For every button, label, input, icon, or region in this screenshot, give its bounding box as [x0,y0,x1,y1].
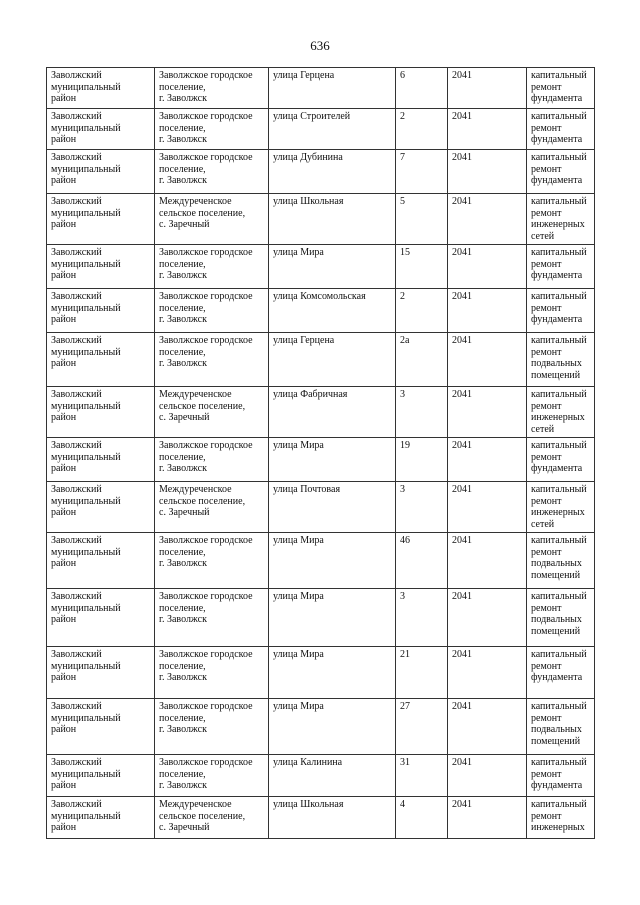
table-row [47,482,595,533]
cell-house: 15 [396,245,448,289]
cell-street: улица Мира [269,245,396,289]
cell-year: 2041 [448,533,527,589]
cell-work: капитальный ремонт фундамента [527,755,595,797]
cell-house: 3 [396,387,448,438]
cell-settlement: Заволжское городское поселение, г. Заволжск [155,289,269,333]
table-row [47,194,595,245]
cell-house: 31 [396,755,448,797]
cell-district: Заволжский муниципальный район [47,755,155,797]
cell-street: улица Школьная [269,797,396,839]
cell-settlement: Заволжское городское поселение, г. Заволжск [155,589,269,647]
cell-settlement: Междуреченское сельское поселение, с. Заречный [155,194,269,245]
table-row [47,387,595,438]
table-row [47,797,595,839]
table-row [47,438,595,482]
cell-street: улица Дубинина [269,150,396,194]
cell-year: 2041 [448,150,527,194]
cell-settlement: Заволжское городское поселение, г. Заволжск [155,647,269,699]
cell-year: 2041 [448,68,527,109]
cell-house: 7 [396,150,448,194]
table-row [47,533,595,589]
cell-year: 2041 [448,438,527,482]
cell-street: улица Школьная [269,194,396,245]
cell-work: капитальный ремонт фундамента [527,68,595,109]
cell-work: капитальный ремонт фундамента [527,438,595,482]
cell-work: капитальный ремонт подвальных помещений [527,533,595,589]
table-row [47,755,595,797]
cell-work: капитальный ремонт фундамента [527,289,595,333]
cell-district: Заволжский муниципальный район [47,589,155,647]
cell-work: капитальный ремонт инженерных сетей [527,194,595,245]
cell-house: 2 [396,109,448,150]
cell-street: улица Герцена [269,333,396,387]
cell-work: капитальный ремонт инженерных сетей [527,387,595,438]
table-row [47,245,595,289]
table-row [47,699,595,755]
cell-settlement: Заволжское городское поселение, г. Заволжск [155,333,269,387]
cell-district: Заволжский муниципальный район [47,68,155,109]
cell-street: улица Комсомольская [269,289,396,333]
cell-house: 27 [396,699,448,755]
cell-settlement: Заволжское городское поселение, г. Заволжск [155,699,269,755]
cell-work: капитальный ремонт фундамента [527,647,595,699]
cell-year: 2041 [448,289,527,333]
table-row [47,289,595,333]
cell-house: 4 [396,797,448,839]
cell-house: 3 [396,589,448,647]
cell-district: Заволжский муниципальный район [47,438,155,482]
cell-street: улица Калинина [269,755,396,797]
cell-settlement: Заволжское городское поселение, г. Заволжск [155,755,269,797]
cell-work: капитальный ремонт фундамента [527,109,595,150]
cell-settlement: Заволжское городское поселение, г. Заволжск [155,438,269,482]
registry-table [46,67,595,839]
cell-district: Заволжский муниципальный район [47,245,155,289]
cell-year: 2041 [448,482,527,533]
table-row [47,333,595,387]
cell-settlement: Заволжское городское поселение, г. Заволжск [155,68,269,109]
cell-street: улица Фабричная [269,387,396,438]
cell-work: капитальный ремонт фундамента [527,245,595,289]
cell-settlement: Заволжское городское поселение, г. Заволжск [155,150,269,194]
cell-house: 21 [396,647,448,699]
cell-year: 2041 [448,333,527,387]
cell-district: Заволжский муниципальный район [47,194,155,245]
cell-house: 3 [396,482,448,533]
cell-street: улица Герцена [269,68,396,109]
cell-house: 5 [396,194,448,245]
cell-street: улица Мира [269,533,396,589]
cell-settlement: Заволжское городское поселение, г. Заволжск [155,533,269,589]
cell-year: 2041 [448,647,527,699]
cell-house: 6 [396,68,448,109]
cell-work: капитальный ремонт фундамента [527,150,595,194]
cell-house: 19 [396,438,448,482]
cell-street: улица Мира [269,699,396,755]
cell-year: 2041 [448,797,527,839]
cell-year: 2041 [448,755,527,797]
cell-year: 2041 [448,245,527,289]
cell-street: улица Мира [269,647,396,699]
registry-table-body [47,68,595,839]
cell-district: Заволжский муниципальный район [47,289,155,333]
cell-work: капитальный ремонт подвальных помещений [527,699,595,755]
cell-house: 2а [396,333,448,387]
cell-work: капитальный ремонт инженерных [527,797,595,839]
cell-district: Заволжский муниципальный район [47,797,155,839]
table-row [47,109,595,150]
table-row [47,647,595,699]
cell-work: капитальный ремонт подвальных помещений [527,333,595,387]
cell-district: Заволжский муниципальный район [47,150,155,194]
cell-district: Заволжский муниципальный район [47,482,155,533]
cell-street: улица Мира [269,589,396,647]
cell-work: капитальный ремонт подвальных помещений [527,589,595,647]
cell-district: Заволжский муниципальный район [47,387,155,438]
cell-year: 2041 [448,194,527,245]
cell-year: 2041 [448,589,527,647]
page-number: 636 [310,38,330,53]
cell-district: Заволжский муниципальный район [47,109,155,150]
cell-settlement: Заволжское городское поселение, г. Заволжск [155,245,269,289]
cell-year: 2041 [448,109,527,150]
cell-settlement: Междуреченское сельское поселение, с. Заречный [155,797,269,839]
cell-district: Заволжский муниципальный район [47,533,155,589]
cell-street: улица Почтовая [269,482,396,533]
table-row [47,589,595,647]
cell-district: Заволжский муниципальный район [47,647,155,699]
cell-work: капитальный ремонт инженерных сетей [527,482,595,533]
cell-settlement: Заволжское городское поселение, г. Заволжск [155,109,269,150]
cell-street: улица Мира [269,438,396,482]
cell-settlement: Междуреченское сельское поселение, с. Заречный [155,387,269,438]
cell-year: 2041 [448,387,527,438]
cell-settlement: Междуреченское сельское поселение, с. Заречный [155,482,269,533]
cell-house: 46 [396,533,448,589]
cell-year: 2041 [448,699,527,755]
cell-street: улица Строителей [269,109,396,150]
table-row [47,68,595,109]
cell-district: Заволжский муниципальный район [47,699,155,755]
cell-district: Заволжский муниципальный район [47,333,155,387]
cell-house: 2 [396,289,448,333]
table-row [47,150,595,194]
